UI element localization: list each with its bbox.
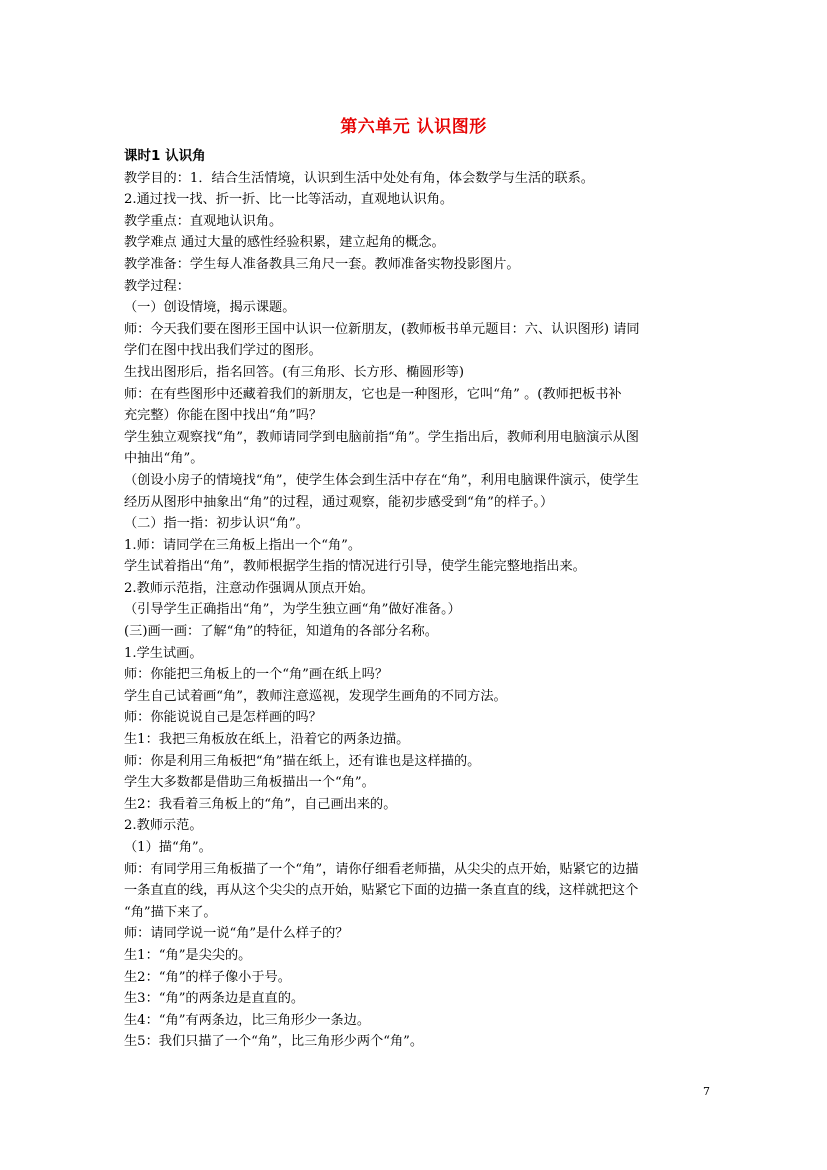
text-line: 学生试着指出“角”，教师根据学生指的情况进行引导，使学生能完整地指出来。	[124, 559, 586, 575]
text-line: 师：你是利用三角板把“角”描在纸上，还有谁也是这样描的。	[124, 753, 481, 769]
unit-title: 第六单元 认识图形	[340, 117, 487, 137]
text-line: 教学难点 通过大量的感性经验积累，建立起角的概念。	[124, 235, 445, 251]
text-line: 1.师：请同学在三角板上指出一个“角”。	[124, 537, 362, 553]
text-line: 教学目的：1．结合生活情境，认识到生活中处处有角，体会数学与生活的联系。	[124, 170, 594, 186]
text-line: 学生独立观察找“角”，教师请同学到电脑前指“角”。学生指出后，教师利用电脑演示从图	[124, 429, 639, 445]
text-line: 生1：“角”是尖尖的。	[124, 947, 252, 963]
text-line: 生找出图形后，指名回答。(有三角形、长方形、椭圆形等)	[124, 364, 464, 380]
text-line: (三)画一画：了解“角”的特征，知道角的各部分名称。	[124, 624, 438, 640]
text-line: （引导学生正确指出“角”，为学生独立画“角”做好准备。）	[124, 602, 461, 618]
page-number: 7	[703, 1085, 710, 1098]
text-line: 1.学生试画。	[124, 645, 203, 661]
text-line: 生1：我把三角板放在纸上，沿着它的两条边描。	[124, 732, 410, 748]
text-line: 2.教师示范指，注意动作强调从顶点开始。	[124, 580, 374, 596]
text-line: （创设小房子的情境找“角”，使学生体会到生活中存在“角”，利用电脑课件演示，使学生	[124, 472, 639, 488]
text-line: 生5：我们只描了一个“角”，比三角形少两个“角”。	[124, 1034, 424, 1050]
text-line: 师：你能说说自己是怎样画的吗？	[124, 710, 322, 726]
text-line: 学们在图中找出我们学过的图形。	[124, 343, 322, 359]
text-line: 充完整）你能在图中找出“角”吗？	[124, 408, 323, 424]
text-line: 一条直直的线，再从这个尖尖的点开始，贴紧它下面的边描一条直直的线，这样就把这个	[124, 883, 639, 899]
document-body	[124, 146, 709, 1053]
text-line: 教学重点：直观地认识角。	[124, 213, 283, 229]
text-line: 2.通过找一找、折一折、比一比等活动，直观地认识角。	[124, 192, 454, 208]
text-line: 经历从图形中抽象出“角”的过程，通过观察，能初步感受到“角”的样子。）	[124, 494, 554, 510]
text-line: 生2：“角”的样子像小于号。	[124, 969, 291, 985]
text-line: 师：在有些图形中还藏着我们的新朋友，它也是一种图形，它叫“角” 。(教师把板书补	[124, 386, 622, 402]
text-line: 师：有同学用三角板描了一个“角”，请你仔细看老师描，从尖尖的点开始，贴紧它的边描	[124, 861, 639, 877]
text-line: 中抽出“角”。	[124, 451, 204, 467]
text-line: 学生大多数都是借助三角板描出一个“角”。	[124, 775, 375, 791]
text-line: 2.教师示范。	[124, 818, 203, 834]
text-line: 生4：“角”有两条边，比三角形少一条边。	[124, 1012, 371, 1028]
text-line: 教学准备：学生每人准备教具三角尺一套。教师准备实物投影图片。	[124, 256, 520, 272]
text-line: 师：今天我们要在图形王国中认识一位新朋友，(教师板书单元题目：六、认识图形) 请同	[124, 321, 640, 337]
text-line: 师：请同学说一说“角”是什么样子的？	[124, 926, 349, 942]
text-line: （一）创设情境，揭示课题。	[124, 300, 296, 316]
text-line: （1）描“角”。	[124, 840, 212, 855]
text-line: 教学过程：	[124, 278, 190, 294]
text-line: 生3：“角”的两条边是直直的。	[124, 991, 305, 1007]
text-line: “角”描下来了。	[124, 904, 217, 920]
text-line: 生2：我看着三角板上的“角”，自己画出来的。	[124, 796, 397, 812]
lesson-heading: 课时1 认识角	[124, 148, 206, 164]
text-line: 学生自己试着画“角”，教师注意巡视，发现学生画角的不同方法。	[124, 688, 507, 704]
text-line: 师：你能把三角板上的一个“角”画在纸上吗？	[124, 667, 389, 683]
text-line: （二）指一指：初步认识“角”。	[124, 516, 309, 532]
